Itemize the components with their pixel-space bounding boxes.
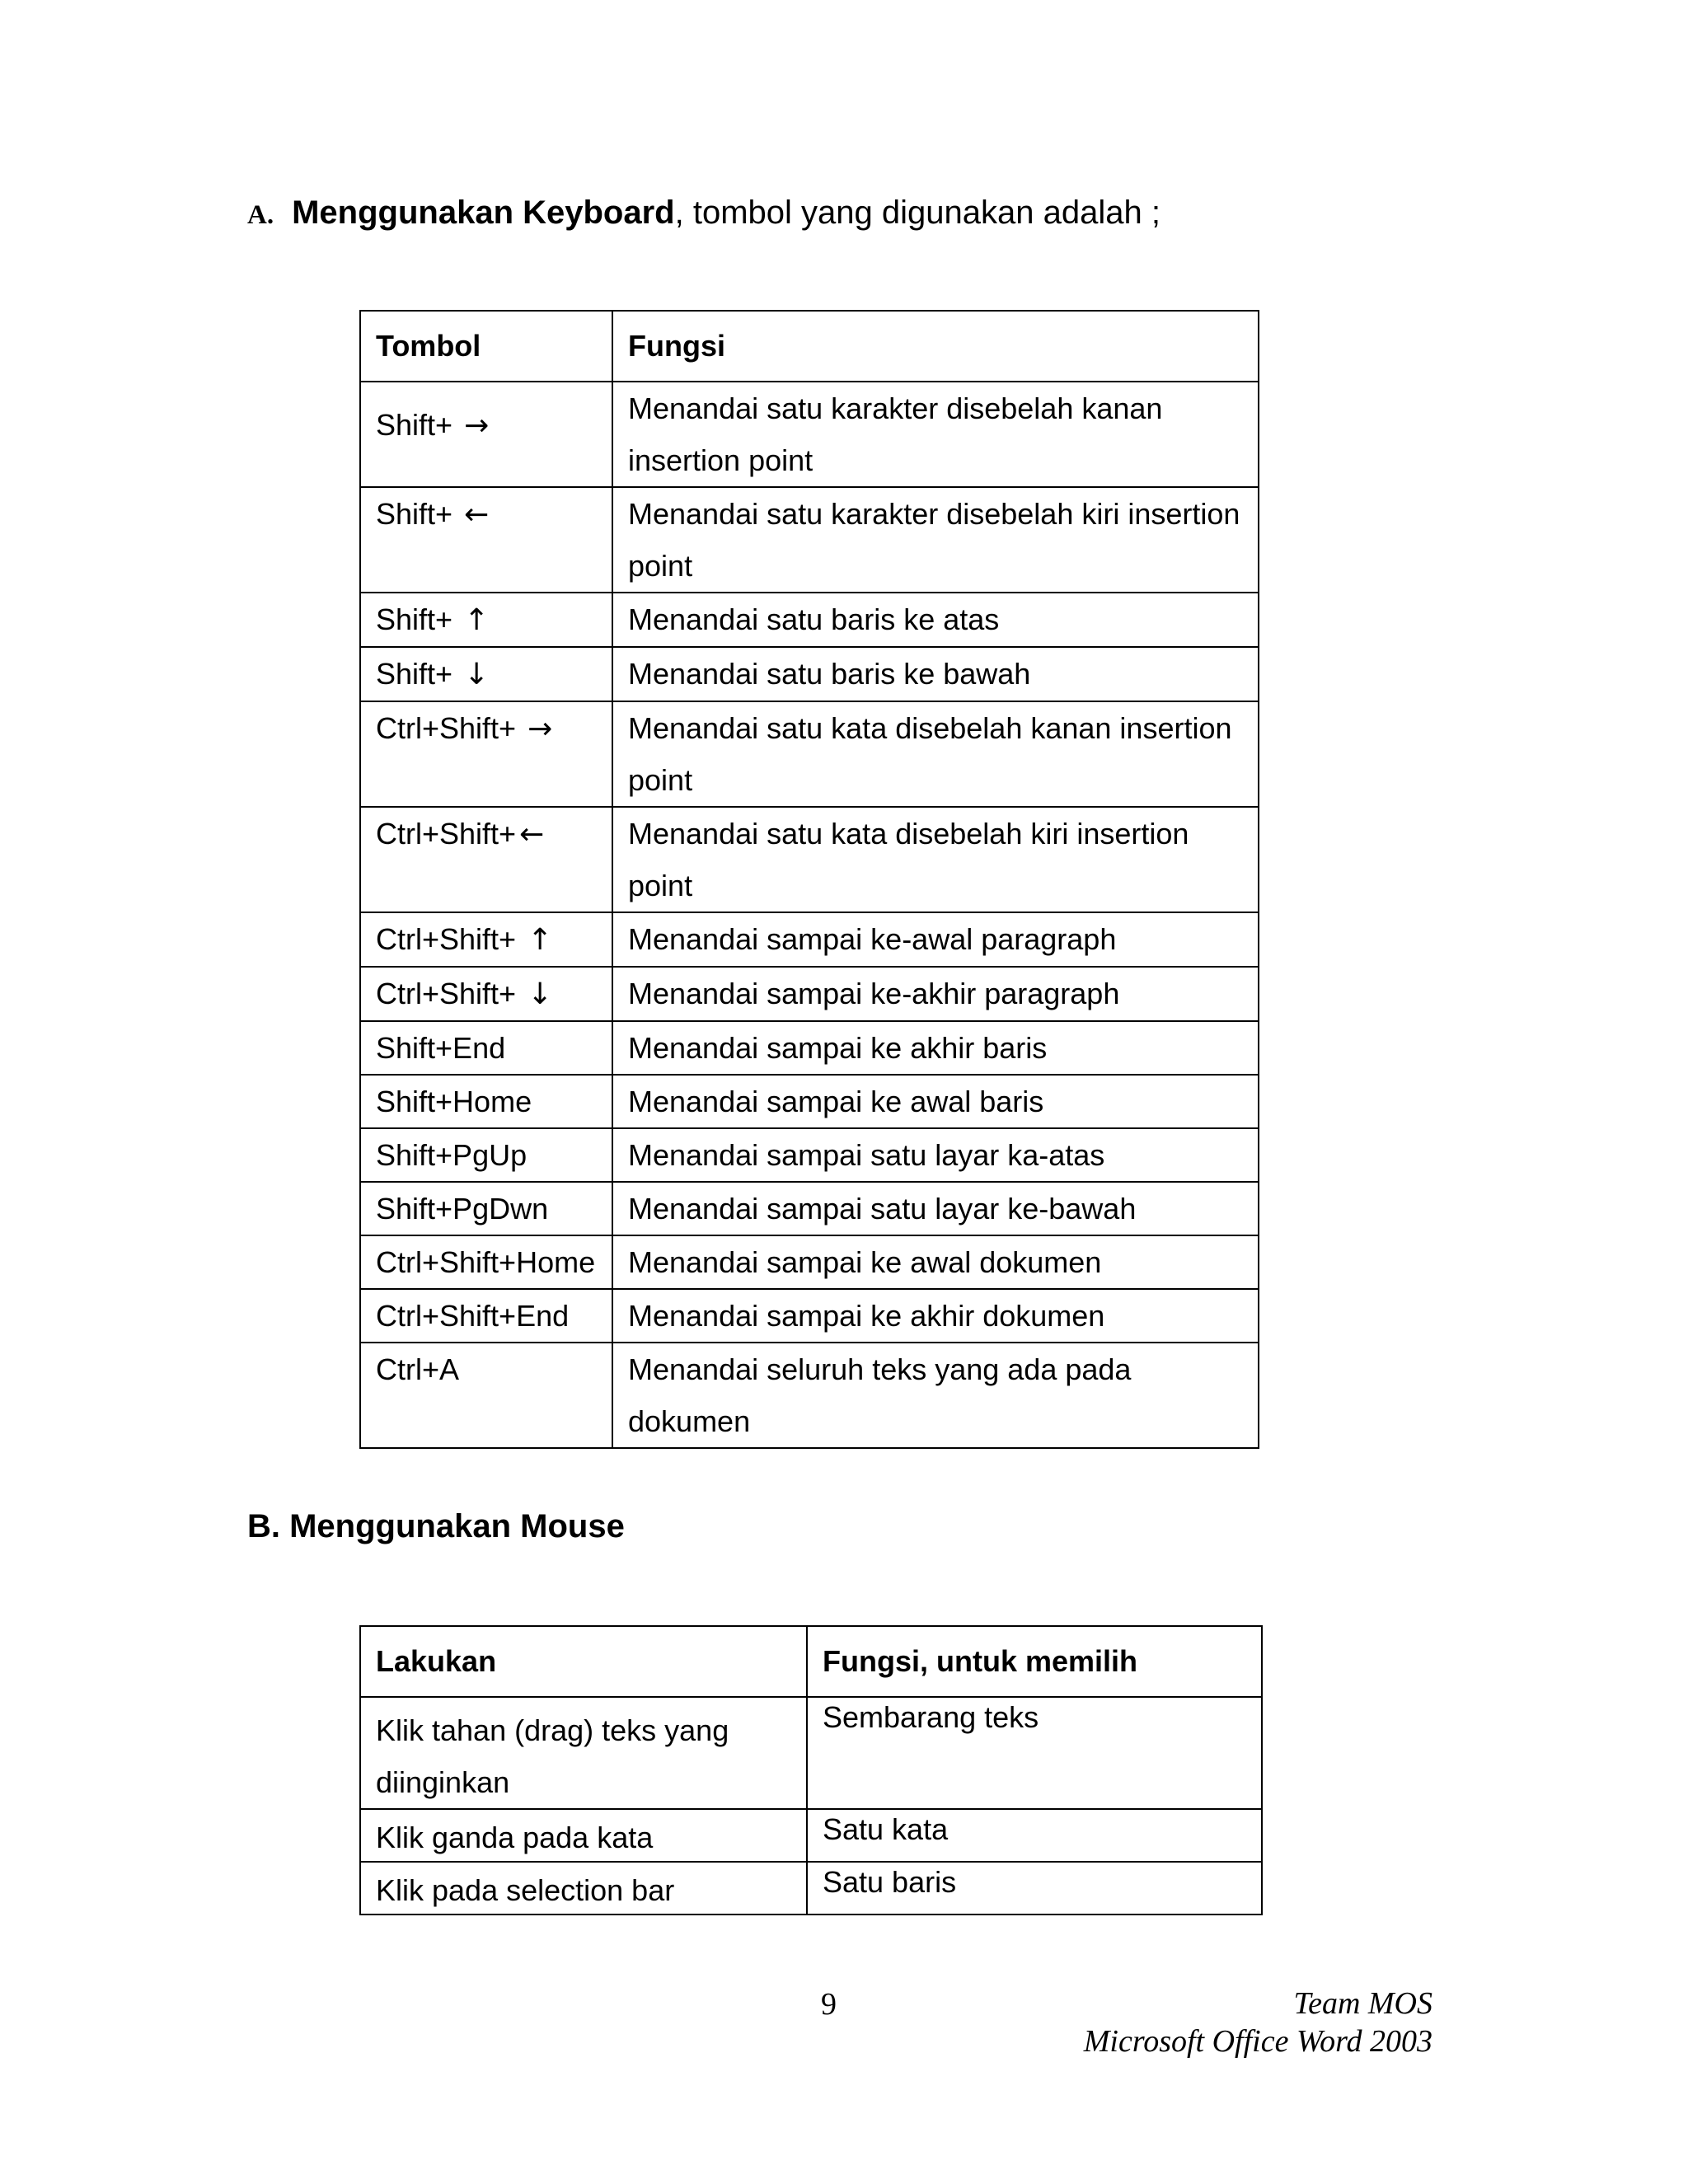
key-cell: [360, 807, 612, 912]
table-row: [360, 1128, 1259, 1182]
function-cell: Menandai satu baris ke bawah: [612, 647, 1259, 701]
key-cell: Ctrl+A: [360, 1343, 612, 1448]
table-row: [360, 967, 1259, 1021]
arrow-left-icon: ←: [464, 498, 490, 532]
arrow-up-icon: ↑: [464, 603, 490, 637]
table-row: [360, 593, 1259, 647]
table-row: [360, 1343, 1259, 1448]
key-cell: Ctrl+Shift+Home: [360, 1235, 612, 1289]
header-tombol: Tombol: [360, 311, 612, 382]
function-cell: Satu kata: [807, 1809, 1262, 1862]
key-cell: Shift+Home: [360, 1075, 612, 1128]
function-cell: Menandai sampai satu layar ke-bawah: [612, 1182, 1259, 1235]
table-row: [360, 1075, 1259, 1128]
key-text: Ctrl+Shift+: [376, 711, 517, 745]
table-row: [360, 807, 1259, 912]
key-cell: [360, 967, 612, 1021]
arrow-up-icon: ↑: [528, 923, 553, 957]
key-text: Shift+: [376, 657, 453, 691]
table-row: [360, 647, 1259, 701]
header-fungsi-memilih: Fungsi, untuk memilih: [807, 1626, 1262, 1697]
section-a-marker: A.: [247, 200, 274, 230]
section-b-heading: B. Menggunakan Mouse: [247, 1508, 625, 1544]
function-cell: Menandai sampai ke awal dokumen: [612, 1235, 1259, 1289]
action-cell: [360, 1862, 807, 1915]
header-fungsi: Fungsi: [612, 311, 1259, 382]
key-cell: [360, 382, 612, 487]
function-cell: Satu baris: [807, 1862, 1262, 1915]
function-cell: Sembarang teks: [807, 1697, 1262, 1809]
key-cell: [360, 647, 612, 701]
section-a-title-bold: Menggunakan Keyboard: [292, 194, 675, 231]
section-a-title-rest: , tombol yang digunakan adalah ;: [674, 194, 1160, 231]
function-cell: Menandai satu kata disebelah kanan insertion point: [612, 701, 1259, 807]
table-row: [360, 1697, 1262, 1809]
function-cell: Menandai sampai ke akhir dokumen: [612, 1289, 1259, 1343]
footer-team: Team MOS: [1293, 1986, 1432, 2021]
table-row: [360, 1021, 1259, 1075]
key-cell: Shift+PgUp: [360, 1128, 612, 1182]
key-text: Shift+: [376, 408, 453, 442]
mouse-actions-table: [359, 1625, 1263, 1915]
action-cell: [360, 1809, 807, 1862]
function-cell: Menandai sampai ke-akhir paragraph: [612, 967, 1259, 1021]
function-cell: Menandai sampai satu layar ka-atas: [612, 1128, 1259, 1182]
footer-credits: [1084, 1985, 1432, 2060]
arrow-down-icon: ↓: [464, 658, 490, 691]
arrow-left-icon: ←: [519, 818, 545, 851]
page-number: 9: [821, 1987, 837, 2022]
key-cell: [360, 701, 612, 807]
function-cell: Menandai satu karakter disebelah kanan insertion point: [612, 382, 1259, 487]
function-cell: Menandai satu baris ke atas: [612, 593, 1259, 647]
table-row: [360, 1182, 1259, 1235]
key-cell: Shift+PgDwn: [360, 1182, 612, 1235]
table-row: [360, 487, 1259, 593]
table-row: [360, 1289, 1259, 1343]
arrow-right-icon: →: [528, 712, 553, 746]
action-cell: [360, 1697, 807, 1809]
table-row: [360, 1809, 1262, 1862]
key-text: Ctrl+Shift+: [376, 817, 517, 851]
function-cell: Menandai seluruh teks yang ada pada dokumen: [612, 1343, 1259, 1448]
key-text: Ctrl+Shift+: [376, 977, 517, 1010]
arrow-right-icon: →: [464, 409, 490, 443]
header-lakukan: Lakukan: [360, 1626, 807, 1697]
key-cell: [360, 487, 612, 593]
key-text: Shift+: [376, 602, 453, 636]
action-text: Klik pada selection bar: [376, 1873, 675, 1907]
key-cell: [360, 593, 612, 647]
function-cell: Menandai sampai ke akhir baris: [612, 1021, 1259, 1075]
function-cell: Menandai satu kata disebelah kiri insertion point: [612, 807, 1259, 912]
section-a-heading: [247, 194, 1160, 232]
table-row: [360, 701, 1259, 807]
function-cell: Menandai satu karakter disebelah kiri insertion point: [612, 487, 1259, 593]
table-header-row: [360, 1626, 1262, 1697]
table-row: [360, 912, 1259, 967]
key-text: Shift+: [376, 497, 453, 531]
action-text: Klik tahan (drag) teks yang diinginkan: [376, 1713, 729, 1799]
key-cell: Ctrl+Shift+End: [360, 1289, 612, 1343]
action-text: Klik ganda pada kata: [376, 1821, 654, 1854]
function-cell: Menandai sampai ke awal baris: [612, 1075, 1259, 1128]
function-cell: Menandai sampai ke-awal paragraph: [612, 912, 1259, 967]
keyboard-shortcuts-table: [359, 310, 1259, 1449]
key-cell: [360, 912, 612, 967]
key-cell: Shift+End: [360, 1021, 612, 1075]
table-row: [360, 1235, 1259, 1289]
key-text: Ctrl+Shift+: [376, 922, 517, 956]
footer-product: Microsoft Office Word 2003: [1083, 2024, 1432, 2059]
table-row: [360, 1862, 1262, 1915]
table-row: [360, 382, 1259, 487]
arrow-down-icon: ↓: [528, 977, 553, 1011]
table-header-row: [360, 311, 1259, 382]
